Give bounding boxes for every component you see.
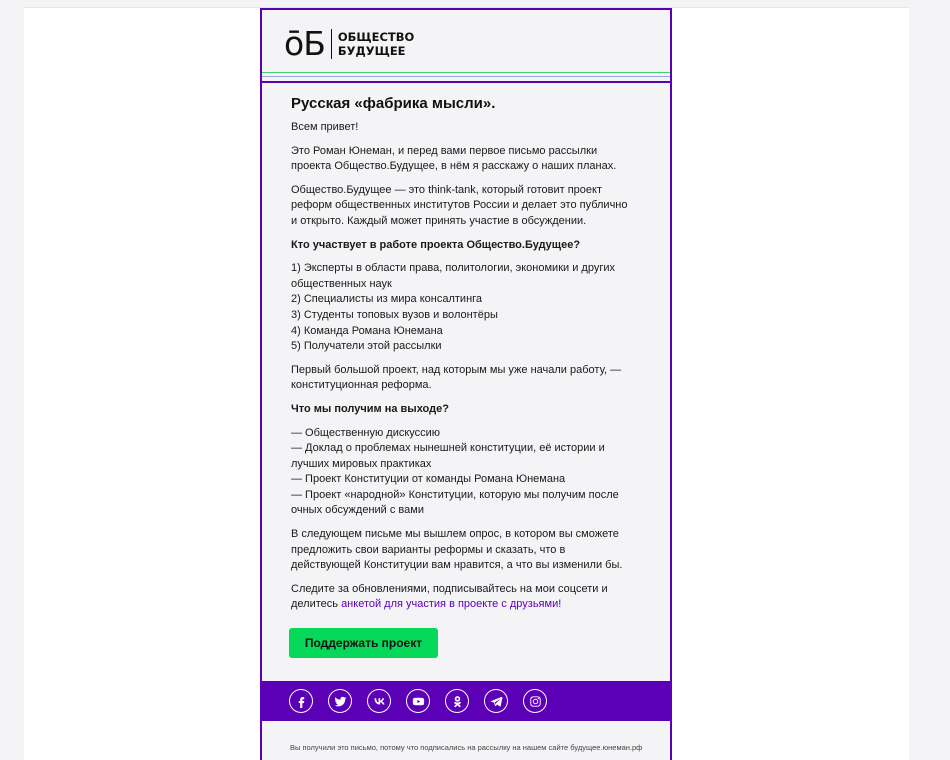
list-item: 1) Эксперты в области права, политологии, экономики и других общественных наук bbox=[291, 262, 615, 290]
paragraph-first-project: Первый большой проект, над которым мы уже начали работу, — конституционная реформа. bbox=[291, 363, 622, 392]
list-item: 5) Получатели этой рассылки bbox=[291, 340, 442, 353]
list-item: 4) Команда Романа Юнемана bbox=[291, 324, 443, 337]
follow-text: Следите за обновлениями, подписывайтесь на мои соцсети и делитесь bbox=[291, 582, 608, 611]
logo-text bbox=[338, 26, 414, 58]
email-body bbox=[260, 8, 672, 760]
list-item: 2) Специалисты из мира консалтинга bbox=[291, 293, 483, 306]
logo-divider bbox=[331, 29, 332, 59]
email-title: Русская «фабрика мысли». bbox=[291, 95, 496, 112]
logo-line-2: БУДУЩЕЕ bbox=[337, 44, 406, 58]
twitter-icon[interactable] bbox=[328, 689, 352, 713]
paragraph-follow bbox=[291, 582, 631, 613]
heading-participants: Кто участвует в работе проекта Общество.Будущее? bbox=[291, 238, 581, 251]
youtube-icon[interactable] bbox=[406, 689, 430, 713]
list-item: 3) Студенты топовых вузов и волонтёры bbox=[291, 308, 498, 321]
stripe-purple bbox=[262, 81, 670, 83]
paragraph-next-letter: В следующем письме мы вышлем опрос, в котором вы сможете предложить свои варианты реформы и сказать, что в действующей Конституции вам нравится, а что вы изменили бы. bbox=[291, 528, 623, 572]
telegram-icon[interactable] bbox=[484, 689, 508, 713]
results-list bbox=[291, 426, 631, 520]
logo-mark: ōБ bbox=[284, 24, 325, 63]
paragraph-about: Общество.Будущее — это think-tank, который готовит проект реформ общественных институтов России и делает это публично и открыто. Каждый может принять участие в обсуждении. bbox=[291, 183, 628, 227]
paragraph-intro: Это Роман Юнеман, и перед вами первое письмо рассылки проекта Общество.Будущее, в нём я расскажу о наших планах. bbox=[291, 144, 617, 173]
participants-list bbox=[291, 261, 631, 355]
brand-logo[interactable] bbox=[284, 22, 414, 62]
social-bar bbox=[262, 681, 670, 721]
stripe-blue bbox=[262, 76, 670, 77]
greeting: Всем привет! bbox=[291, 121, 359, 133]
facebook-icon[interactable] bbox=[289, 689, 313, 713]
list-item: — Общественную дискуссию bbox=[291, 426, 441, 439]
instagram-icon[interactable] bbox=[523, 689, 547, 713]
support-project-button[interactable]: Поддержать проект bbox=[289, 628, 438, 658]
odnoklassniki-icon[interactable] bbox=[445, 689, 469, 713]
header-stripes bbox=[262, 70, 670, 84]
survey-link[interactable]: анкетой для участия в проекте с друзьями! bbox=[341, 598, 562, 611]
stripe-green bbox=[262, 72, 670, 73]
footer-note: Вы получили это письмо, потому что подписались на рассылку на нашем сайте будущее.юнеман.рф bbox=[290, 743, 643, 752]
list-item: — Проект Конституции от команды Романа Юнемана bbox=[291, 473, 566, 486]
list-item: — Доклад о проблемах нынешней конституции, её истории и лучших мировых практиках bbox=[291, 442, 605, 470]
email-content bbox=[291, 94, 631, 621]
logo-line-1: ОБЩЕСТВО bbox=[337, 30, 415, 44]
list-item: — Проект «народной» Конституции, которую мы получим после очных обсуждений с вами bbox=[291, 488, 619, 517]
vk-icon[interactable] bbox=[367, 689, 391, 713]
heading-results: Что мы получим на выходе? bbox=[291, 402, 449, 415]
email-header bbox=[262, 10, 670, 70]
